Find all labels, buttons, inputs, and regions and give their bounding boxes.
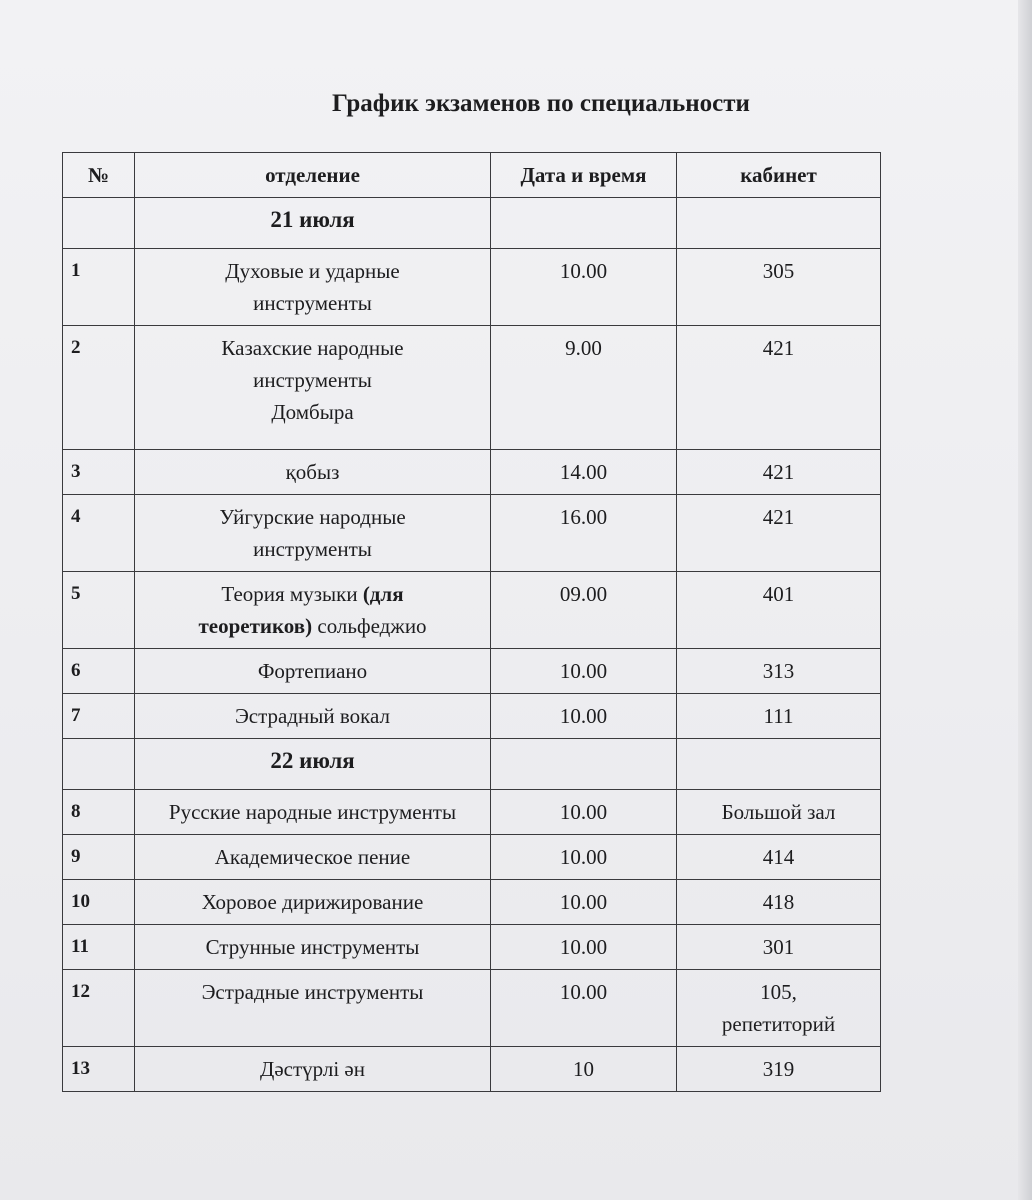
department-cell [135,880,491,925]
department-line: Духовые и ударные [225,259,400,283]
row-number: 3 [63,450,135,495]
time-cell: 10.00 [491,970,677,1047]
time-cell: 10.00 [491,790,677,835]
department-line: Эстрадный вокал [234,704,391,728]
time-cell: 9.00 [491,326,677,450]
sheet-edge-shadow [1018,0,1032,1200]
time-cell: 10.00 [491,925,677,970]
table-row [63,694,881,739]
room-cell: 401 [677,572,881,649]
department-cell [135,649,491,694]
room-line: репетиторий [721,1012,836,1036]
date-group-row [63,198,881,249]
room-cell: 421 [677,450,881,495]
row-number: 13 [63,1047,135,1092]
row-number: 4 [63,495,135,572]
room-cell: 421 [677,495,881,572]
time-cell: 10 [491,1047,677,1092]
row-number: 11 [63,925,135,970]
row-number: 8 [63,790,135,835]
department-line: Уйгурские народные [219,505,406,529]
department-line: Хоровое дирижирование [201,890,424,914]
row-number: 5 [63,572,135,649]
department-cell [135,835,491,880]
department-line: Казахские народные [221,336,404,360]
table-row [63,326,881,450]
header-room: кабинет [677,153,881,198]
table-row [63,970,881,1047]
room-line: 105, [760,980,797,1004]
department-line: Струнные инструменты [205,935,420,959]
department-cell [135,925,491,970]
row-number: 7 [63,694,135,739]
department-line: Русские народные инструменты [168,800,457,824]
table-row [63,249,881,326]
room-cell [677,970,881,1047]
exam-schedule-table [62,152,881,1092]
room-line: 319 [762,1057,795,1081]
table-row [63,495,881,572]
department-cell [135,450,491,495]
department-line [143,578,482,610]
department-line: қобыз [285,460,340,484]
table-row [63,450,881,495]
room-cell [677,925,881,970]
table-row [63,880,881,925]
row-number: 10 [63,880,135,925]
table-row [63,790,881,835]
department-line: Академическое пение [214,845,411,869]
room-cell: 313 [677,649,881,694]
row-number: 12 [63,970,135,1047]
department-cell [135,495,491,572]
room-cell [677,835,881,880]
date-label: 21 июля [135,198,491,249]
room-line: 414 [762,845,795,869]
date-group-row [63,739,881,790]
row-number: 9 [63,835,135,880]
row-number: 6 [63,649,135,694]
empty-cell [677,739,881,790]
time-cell: 09.00 [491,572,677,649]
room-cell: 111 [677,694,881,739]
department-cell [135,326,491,450]
department-text: сольфеджио [312,614,427,638]
department-text: Теория музыки [221,582,363,606]
table-row [63,1047,881,1092]
table-row [63,925,881,970]
empty-cell [63,739,135,790]
row-number: 2 [63,326,135,450]
header-department: отделение [135,153,491,198]
room-line: Большой зал [721,800,836,824]
room-cell [677,790,881,835]
department-cell [135,1047,491,1092]
department-cell [135,572,491,649]
room-cell: 305 [677,249,881,326]
department-cell [135,970,491,1047]
department-cell [135,694,491,739]
department-line: Фортепиано [257,659,368,683]
time-cell: 10.00 [491,249,677,326]
time-cell: 10.00 [491,880,677,925]
table-row [63,835,881,880]
department-line: инструменты [253,368,372,392]
department-line: инструменты [253,537,372,561]
empty-cell [677,198,881,249]
department-text-bold: теоретиков) [198,614,313,638]
time-cell: 14.00 [491,450,677,495]
department-line: Эстрадные инструменты [201,980,424,1004]
header-num: № [63,153,135,198]
room-cell [677,1047,881,1092]
table-header-row [63,153,881,198]
time-cell: 16.00 [491,495,677,572]
department-text-bold: (для [362,582,404,606]
header-datetime: Дата и время [491,153,677,198]
row-number: 1 [63,249,135,326]
empty-cell [491,198,677,249]
empty-cell [491,739,677,790]
time-cell: 10.00 [491,835,677,880]
date-label: 22 июля [135,739,491,790]
room-cell: 421 [677,326,881,450]
department-line [143,610,482,642]
table-row [63,649,881,694]
department-line: Домбыра [271,400,354,424]
department-cell [135,249,491,326]
department-line: инструменты [253,291,372,315]
table-row [63,572,881,649]
time-cell: 10.00 [491,649,677,694]
room-cell [677,880,881,925]
document-title: График экзаменов по специальности [332,90,750,117]
department-line: Дәстүрлі ән [260,1057,365,1081]
room-line: 418 [762,890,795,914]
empty-cell [63,198,135,249]
department-cell [135,790,491,835]
room-line: 301 [762,935,795,959]
time-cell: 10.00 [491,694,677,739]
